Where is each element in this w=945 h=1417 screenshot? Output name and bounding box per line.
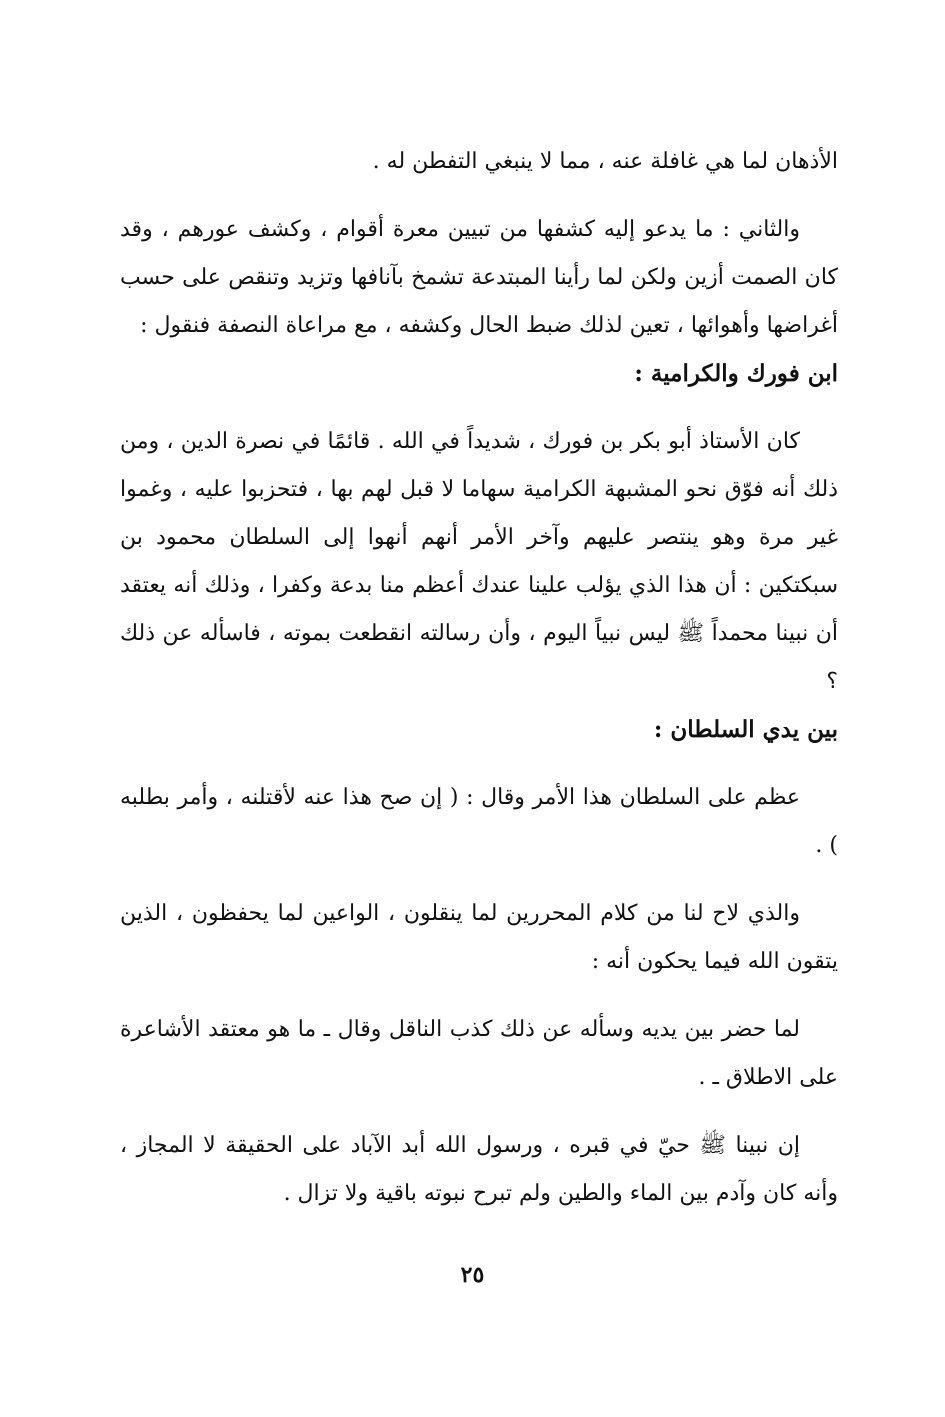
paragraph-3: كان الأستاذ أبو بكر بن فورك ، شديداً في الله . قائمًا في نصرة الدين ، ومن ذلك أنه فوّق نحو المشبهة الكرامية سهاما لا قبل لهم بها ، فتحزبوا عليه ، وغموا غير مرة وهو ينتصر عليهم وآخر الأمر أنهم أنهوا إلى السلطان محمود بن سبكتكين : أن هذا الذي يؤلب علينا عندك أعظم منا بدعة وكفرا ، وذلك أنه يعتقد أن نبينا محمداً ﷺ ليس نبياً اليوم ، وأن رسالته انقطعت بموته ، فاسأله عن ذلك ؟: [120, 429, 838, 694]
paragraph-5: والذي لاح لنا من كلام المحررين لما ينقلون ، الواعين لما يحفظون ، الذين يتقون الله فيما يحكون أنه :: [120, 901, 838, 974]
page-number: ٢٥: [460, 1262, 485, 1288]
paragraph-1: الأذهان لما هي غافلة عنه ، مما لا ينبغي التفطن له .: [372, 149, 838, 174]
heading-sultan: بين يدي السلطان :: [653, 716, 838, 743]
paragraph-7: إن نبينا ﷺ حيّ في قبره ، ورسول الله أبد الآباد على الحقيقة لا المجاز ، وأنه كان وآدم بين الماء والطين ولم تبرح نبوته باقية ولا تزال .: [120, 1133, 838, 1206]
heading-ibn-furak: ابن فورك والكرامية :: [634, 360, 838, 387]
paragraph-6: لما حضر بين يديه وسأله عن ذلك كذب الناقل وقال ـ ما هو معتقد الأشاعرة على الاطلاق ـ .: [120, 1017, 838, 1090]
paragraph-2: والثاني : ما يدعو إليه كشفها من تبيين معرة أقوام ، وكشف عورهم ، وقد كان الصمت أزين ولكن لما رأينا المبتدعة تشمخ بآنافها وتزيد وتنقص على حسب أغراضها وأهوائها ، تعين لذلك ضبط الحال وكشفه ، مع مراعاة النصفة فنقول :: [120, 217, 838, 338]
paragraph-4: عظم على السلطان هذا الأمر وقال : ( إن صح هذا عنه لأقتلنه ، وأمر بطلبه ) .: [120, 785, 838, 858]
page-body: [120, 138, 838, 1218]
